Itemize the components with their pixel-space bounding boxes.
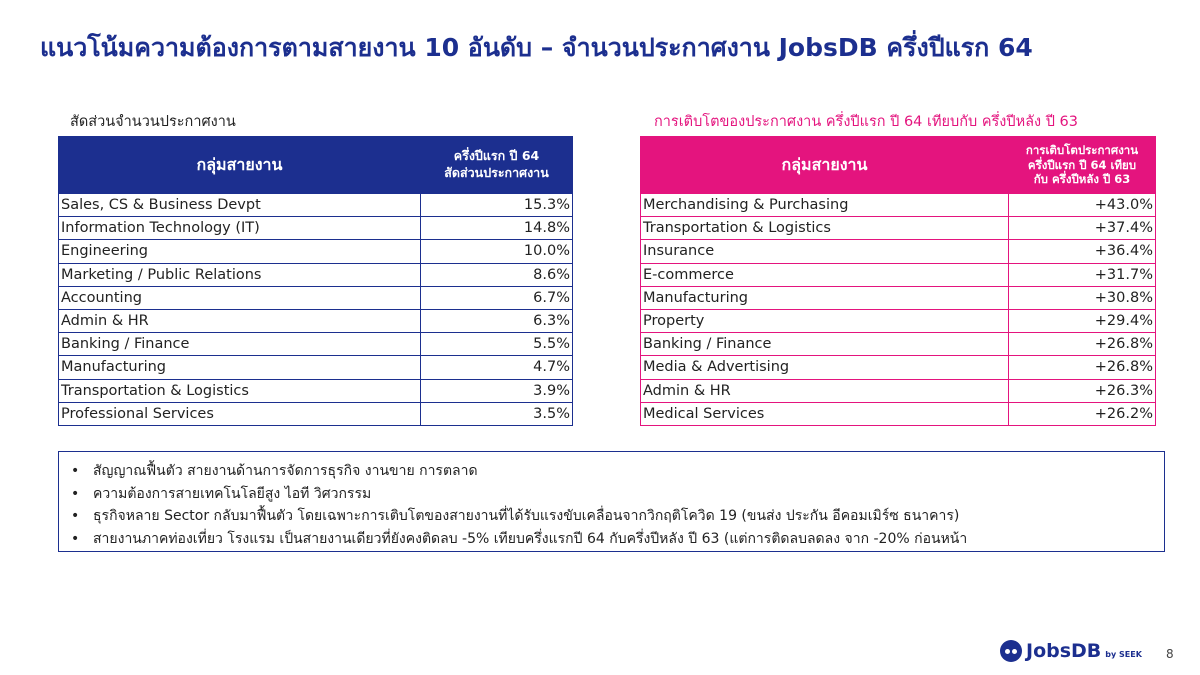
- row-value: +37.4%: [1009, 217, 1156, 240]
- right-table-caption: การเติบโตของประกาศงาน ครึ่งปีแรก ปี 64 เทียบกับ ครึ่งปีหลัง ปี 63: [654, 114, 1078, 130]
- table-row: [59, 217, 573, 240]
- growth-header-value-line1: การเติบโตประกาศงาน: [1025, 142, 1139, 157]
- page-title: แนวโน้มความต้องการตามสายงาน 10 อันดับ – จำนวนประกาศงาน JobsDB ครึ่งปีแรก 64: [40, 33, 1033, 62]
- share-header-group: กลุ่มสายงาน: [59, 137, 421, 194]
- row-group: Merchandising & Purchasing: [641, 194, 1009, 217]
- table-row: [59, 309, 573, 332]
- table-row: [59, 194, 573, 217]
- table-row: [641, 333, 1156, 356]
- row-value: 5.5%: [421, 333, 573, 356]
- growth-header-value-line3: กับ ครึ่งปีหลัง ปี 63: [1033, 172, 1131, 187]
- share-header-value-line2: สัดส่วนประกาศงาน: [444, 165, 549, 180]
- row-group: Medical Services: [641, 402, 1009, 425]
- row-value: 3.9%: [421, 379, 573, 402]
- row-group: Manufacturing: [59, 356, 421, 379]
- jobsdb-logo-icon: [1000, 640, 1022, 662]
- list-item: • ความต้องการสายเทคโนโลยีสูง ไอที วิศวกรรม: [71, 483, 1152, 506]
- growth-header-value-line2: ครึ่งปีแรก ปี 64 เทียบ: [1027, 157, 1137, 172]
- row-value: +30.8%: [1009, 286, 1156, 309]
- row-group: Banking / Finance: [59, 333, 421, 356]
- row-value: 6.3%: [421, 309, 573, 332]
- table-row: [59, 356, 573, 379]
- table-row: [641, 309, 1156, 332]
- row-value: 15.3%: [421, 194, 573, 217]
- row-group: Property: [641, 309, 1009, 332]
- left-table-caption: สัดส่วนจำนวนประกาศงาน: [70, 114, 236, 130]
- table-row: [59, 240, 573, 263]
- row-value: 4.7%: [421, 356, 573, 379]
- row-value: +29.4%: [1009, 309, 1156, 332]
- row-group: Information Technology (IT): [59, 217, 421, 240]
- row-value: 6.7%: [421, 286, 573, 309]
- row-value: 14.8%: [421, 217, 573, 240]
- table-row: [641, 263, 1156, 286]
- row-group: Admin & HR: [641, 379, 1009, 402]
- insights-list: [71, 460, 1152, 550]
- jobsdb-logo: [1000, 640, 1142, 662]
- table-row: [59, 263, 573, 286]
- table-row: [59, 333, 573, 356]
- row-value: 8.6%: [421, 263, 573, 286]
- logo-name: JobsDB: [1026, 640, 1102, 662]
- table-row: [641, 356, 1156, 379]
- table-row: [641, 240, 1156, 263]
- table-row: [641, 286, 1156, 309]
- row-value: +26.8%: [1009, 333, 1156, 356]
- row-group: Banking / Finance: [641, 333, 1009, 356]
- share-header-value-line1: ครึ่งปีแรก ปี 64: [453, 148, 540, 164]
- row-value: +26.3%: [1009, 379, 1156, 402]
- table-row: [641, 194, 1156, 217]
- row-group: Manufacturing: [641, 286, 1009, 309]
- table-row: [59, 379, 573, 402]
- row-group: Engineering: [59, 240, 421, 263]
- table-row: [59, 286, 573, 309]
- row-group: Transportation & Logistics: [59, 379, 421, 402]
- share-table: [58, 136, 573, 426]
- row-value: +26.2%: [1009, 402, 1156, 425]
- growth-table: [640, 136, 1156, 426]
- row-group: Media & Advertising: [641, 356, 1009, 379]
- share-table-header: [59, 137, 573, 194]
- growth-header-value: [1009, 137, 1156, 194]
- list-item: • ธุรกิจหลาย Sector กลับมาฟื้นตัว โดยเฉพาะการเติบโตของสายงานที่ได้รับแรงขับเคลื่อนจากวิกฤติโควิด 19 (ขนส่ง ประกัน อีคอมเมิร์ซ ธนาคาร): [71, 505, 1152, 528]
- list-item: • สายงานภาคท่องเที่ยว โรงแรม เป็นสายงานเดียวที่ยังคงติดลบ -5% เทียบครึ่งแรกปี 64 กับครึ่งปีหลัง ปี 63 (แต่การติดลบลดลง จาก -20% ก่อนหน้า: [71, 528, 1152, 551]
- row-group: Marketing / Public Relations: [59, 263, 421, 286]
- logo-sub: by SEEK: [1105, 650, 1142, 659]
- table-row: [641, 402, 1156, 425]
- share-header-value: [421, 137, 573, 194]
- row-group: Professional Services: [59, 402, 421, 425]
- row-value: +26.8%: [1009, 356, 1156, 379]
- table-row: [59, 402, 573, 425]
- row-group: Accounting: [59, 286, 421, 309]
- row-group: Insurance: [641, 240, 1009, 263]
- insights-box: [58, 451, 1165, 552]
- row-group: Transportation & Logistics: [641, 217, 1009, 240]
- growth-header-group: กลุ่มสายงาน: [641, 137, 1009, 194]
- row-value: 10.0%: [421, 240, 573, 263]
- row-value: 3.5%: [421, 402, 573, 425]
- row-group: Admin & HR: [59, 309, 421, 332]
- row-group: E-commerce: [641, 263, 1009, 286]
- row-value: +43.0%: [1009, 194, 1156, 217]
- table-row: [641, 379, 1156, 402]
- growth-table-header: [641, 137, 1156, 194]
- list-item: • สัญญาณฟื้นตัว สายงานด้านการจัดการธุรกิจ งานขาย การตลาด: [71, 460, 1152, 483]
- table-row: [641, 217, 1156, 240]
- page-number: 8: [1166, 647, 1174, 661]
- row-group: Sales, CS & Business Devpt: [59, 194, 421, 217]
- row-value: +31.7%: [1009, 263, 1156, 286]
- row-value: +36.4%: [1009, 240, 1156, 263]
